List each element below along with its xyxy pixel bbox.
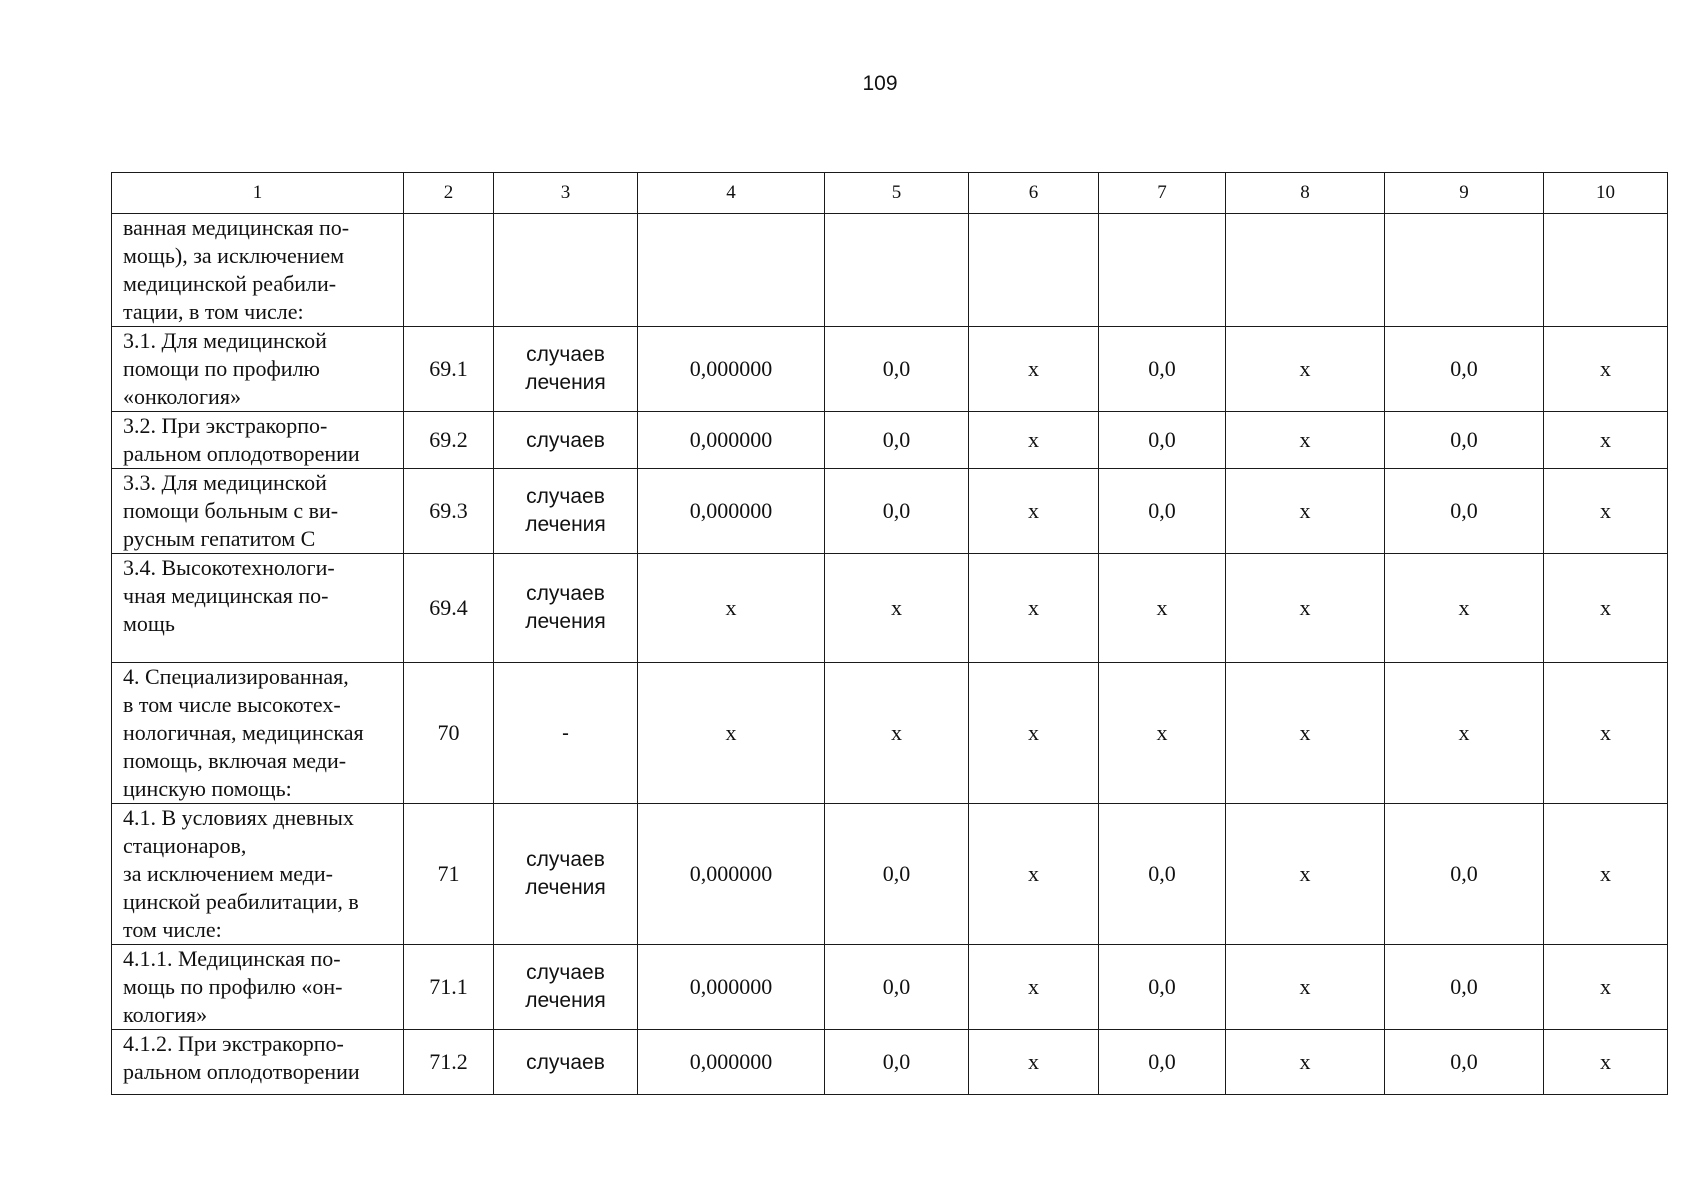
value-cell: 0,000000 [638,412,825,469]
value-cell: x [1544,554,1668,663]
row-label: 3.1. Для медицинской помощи по профилю «онкология» [112,327,404,412]
value-cell: x [969,327,1099,412]
value-cell [1226,214,1385,327]
table-row [112,945,1668,1030]
value-cell: 0,000000 [638,804,825,945]
value-cell: 0,0 [825,327,969,412]
value-cell: x [1544,412,1668,469]
row-label: ванная медицинская по- мощь), за исключением медицинской реабили- тации, в том числе: [112,214,404,327]
table-row [112,214,1668,327]
table-row [112,663,1668,804]
value-cell: 0,0 [1099,412,1226,469]
unit-text: случаев [526,428,605,452]
unit-cell [494,469,638,554]
unit-text: случаев [526,1050,605,1074]
column-header: 1 [112,173,404,214]
value-cell: x [969,469,1099,554]
unit-text: случаев лечения [525,485,606,536]
value-cell: x [1226,804,1385,945]
value-cell: x [1385,554,1544,663]
value-cell: 0,000000 [638,945,825,1030]
value-cell: x [1544,804,1668,945]
column-header: 5 [825,173,969,214]
data-table [111,172,1668,1095]
row-code-cell: 69.4 [404,554,494,663]
column-header: 4 [638,173,825,214]
value-cell: 0,0 [1099,469,1226,554]
value-cell: x [1099,663,1226,804]
value-cell: 0,0 [1385,412,1544,469]
column-header: 3 [494,173,638,214]
table-row [112,327,1668,412]
value-cell: x [1099,554,1226,663]
value-cell: 0,0 [1099,804,1226,945]
value-cell: 0,000000 [638,1030,825,1095]
row-label: 4.1. В условиях дневных стационаров, за исключением меди- цинской реабилитации, в том числе: [112,804,404,945]
value-cell: 0,000000 [638,469,825,554]
value-cell: x [969,945,1099,1030]
row-code-cell: 70 [404,663,494,804]
table-row [112,1030,1668,1095]
value-cell: 0,0 [1099,327,1226,412]
value-cell [1385,214,1544,327]
value-cell [1099,214,1226,327]
table-row [112,469,1668,554]
row-label: 3.2. При экстракорпо- ральном оплодотворении [112,412,404,469]
unit-cell [494,412,638,469]
value-cell: x [638,663,825,804]
value-cell: x [1544,1030,1668,1095]
value-cell: x [1226,1030,1385,1095]
table-row [112,412,1668,469]
row-code-cell: 69.3 [404,469,494,554]
value-cell: 0,0 [1099,1030,1226,1095]
value-cell: x [969,1030,1099,1095]
value-cell: 0,0 [1385,945,1544,1030]
value-cell: x [1385,663,1544,804]
value-cell: 0,0 [1385,804,1544,945]
value-cell: x [638,554,825,663]
value-cell [1544,214,1668,327]
unit-cell [494,327,638,412]
column-header: 7 [1099,173,1226,214]
value-cell: 0,0 [825,469,969,554]
value-cell: x [969,554,1099,663]
value-cell: x [825,663,969,804]
column-header: 8 [1226,173,1385,214]
row-label: 4. Специализированная, в том числе высокотех- нологичная, медицинская помощь, включая меди- цинскую помощь: [112,663,404,804]
row-code-cell: 71.1 [404,945,494,1030]
row-code-cell: 71.2 [404,1030,494,1095]
column-header: 2 [404,173,494,214]
unit-text: - [562,721,569,745]
row-label: 3.3. Для медицинской помощи больным с ви- русным гепатитом С [112,469,404,554]
unit-text: случаев лечения [525,582,606,633]
row-label: 3.4. Высокотехнологи- чная медицинская по- мощь [112,554,404,663]
column-header: 10 [1544,173,1668,214]
unit-cell [494,1030,638,1095]
value-cell: x [1226,945,1385,1030]
unit-cell [494,663,638,804]
row-code-cell [404,214,494,327]
unit-text: случаев лечения [525,343,606,394]
row-code-cell: 69.1 [404,327,494,412]
value-cell: x [969,663,1099,804]
unit-cell [494,945,638,1030]
unit-cell [494,554,638,663]
row-code-cell: 71 [404,804,494,945]
value-cell: x [825,554,969,663]
value-cell: 0,0 [1099,945,1226,1030]
row-label: 4.1.1. Медицинская по- мощь по профилю «он- кология» [112,945,404,1030]
unit-cell [494,804,638,945]
value-cell [969,214,1099,327]
header-row [112,173,1668,214]
table-row [112,804,1668,945]
value-cell [638,214,825,327]
unit-cell [494,214,638,327]
value-cell: x [1544,945,1668,1030]
column-header: 9 [1385,173,1544,214]
unit-text: случаев лечения [525,961,606,1012]
value-cell: x [1226,663,1385,804]
table-body [112,173,1668,1095]
value-cell: x [1226,327,1385,412]
value-cell: x [1226,412,1385,469]
value-cell: 0,0 [1385,469,1544,554]
value-cell: x [1544,663,1668,804]
page-number: 109 [862,72,898,95]
row-code-cell: 69.2 [404,412,494,469]
value-cell: x [969,412,1099,469]
value-cell: x [1226,469,1385,554]
value-cell: x [1226,554,1385,663]
value-cell: 0,0 [825,945,969,1030]
value-cell: 0,0 [825,1030,969,1095]
value-cell: 0,0 [825,804,969,945]
value-cell: 0,000000 [638,327,825,412]
value-cell: x [969,804,1099,945]
row-label: 4.1.2. При экстракорпо- ральном оплодотворении [112,1030,404,1095]
value-cell: 0,0 [1385,327,1544,412]
value-cell: 0,0 [1385,1030,1544,1095]
unit-text: случаев лечения [525,848,606,899]
value-cell [825,214,969,327]
value-cell: x [1544,327,1668,412]
column-header: 6 [969,173,1099,214]
value-cell: 0,0 [825,412,969,469]
table-row [112,554,1668,663]
value-cell: x [1544,469,1668,554]
